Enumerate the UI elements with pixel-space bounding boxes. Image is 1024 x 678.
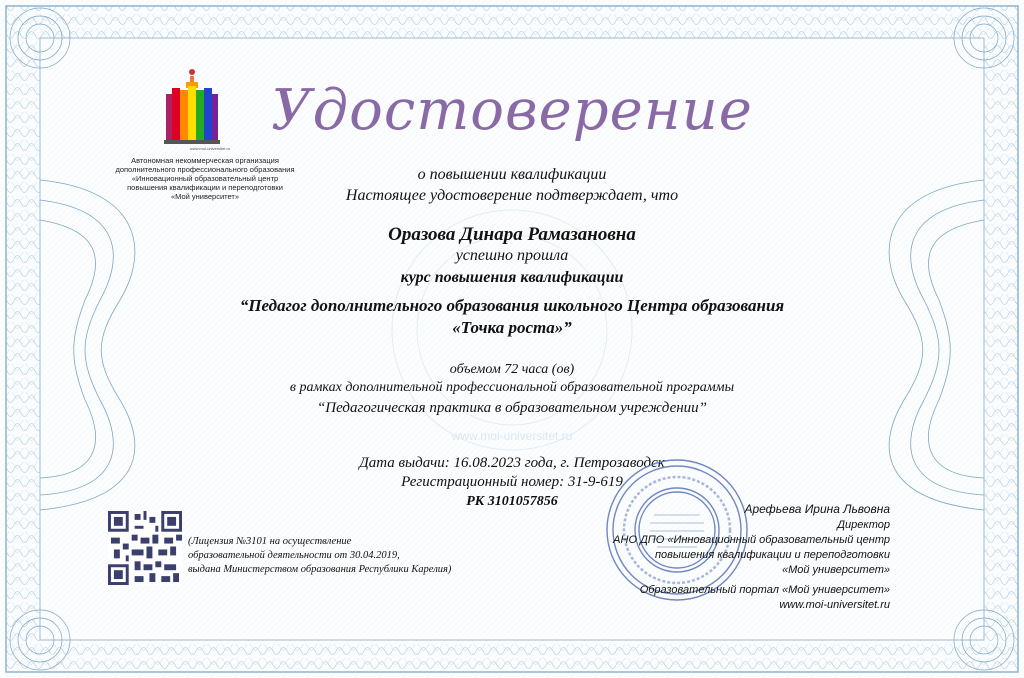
program-name: “Педагогическая практика в образовательном учреждении” [316, 400, 708, 416]
course-volume: объемом 72 часа (ов) [449, 362, 575, 377]
logo-url-text: www.moi-universitet.ru [189, 146, 231, 151]
program-intro: в рамках дополнительной профессиональной образовательной программы [289, 380, 735, 395]
passed-text: успешно прошла [455, 247, 569, 264]
signatory-position: Директор [837, 519, 890, 531]
watermark-text: www.moi-universitet.ru [451, 429, 573, 443]
license-line: выдана Министерством образования Республики Карелия) [188, 564, 452, 575]
course-name-line1: “Педагог дополнительного образования школьного Центра образования [239, 296, 785, 315]
portal-name: Образовательный портал «Мой университет» [639, 584, 890, 596]
license-block [188, 535, 508, 577]
license-line: образовательной деятельности от 30.04.2019, [188, 550, 400, 561]
recipient-name: Оразова Динара Рамазановна [388, 224, 636, 245]
certificate-subtitle: о повышении квалификации [417, 166, 607, 183]
qr-code-icon [108, 511, 182, 585]
issue-date: Дата выдачи: 16.08.2023 года, г. Петрозаводск [359, 455, 665, 471]
round-seal-stamp-icon [602, 455, 752, 605]
certificate-title: Удостоверение [271, 78, 753, 143]
signatory-org-line1: АНО ДПО «Инновационный образовательный центр [613, 534, 890, 546]
portal-website: www.moi-universitet.ru [779, 599, 890, 611]
org-line: дополнительного профессионального образования [115, 165, 295, 174]
course-type: курс повышения квалификации [400, 269, 624, 286]
license-line: (Лицензия №3101 на осуществление [188, 536, 352, 547]
signatory-org-line2: повышения квалификации и переподготовки [654, 549, 890, 561]
org-line: повышения квалификации и переподготовки [127, 183, 283, 192]
signatory-org-line3: «Мой университет» [781, 564, 890, 576]
org-line: «Инновационный образовательный центр [131, 174, 279, 183]
org-line: «Мой университет» [170, 192, 240, 201]
document-number: РК 3101057856 [466, 494, 558, 509]
registration-number: Регистрационный номер: 31-9-619 [401, 474, 623, 490]
org-line: Автономная некоммерческая организация [131, 156, 279, 165]
confirm-line: Настоящее удостоверение подтверждает, что [345, 187, 679, 204]
signatory-name: Арефьева Ирина Львовна [744, 502, 890, 516]
course-name-line2: «Точка роста»” [452, 318, 572, 337]
